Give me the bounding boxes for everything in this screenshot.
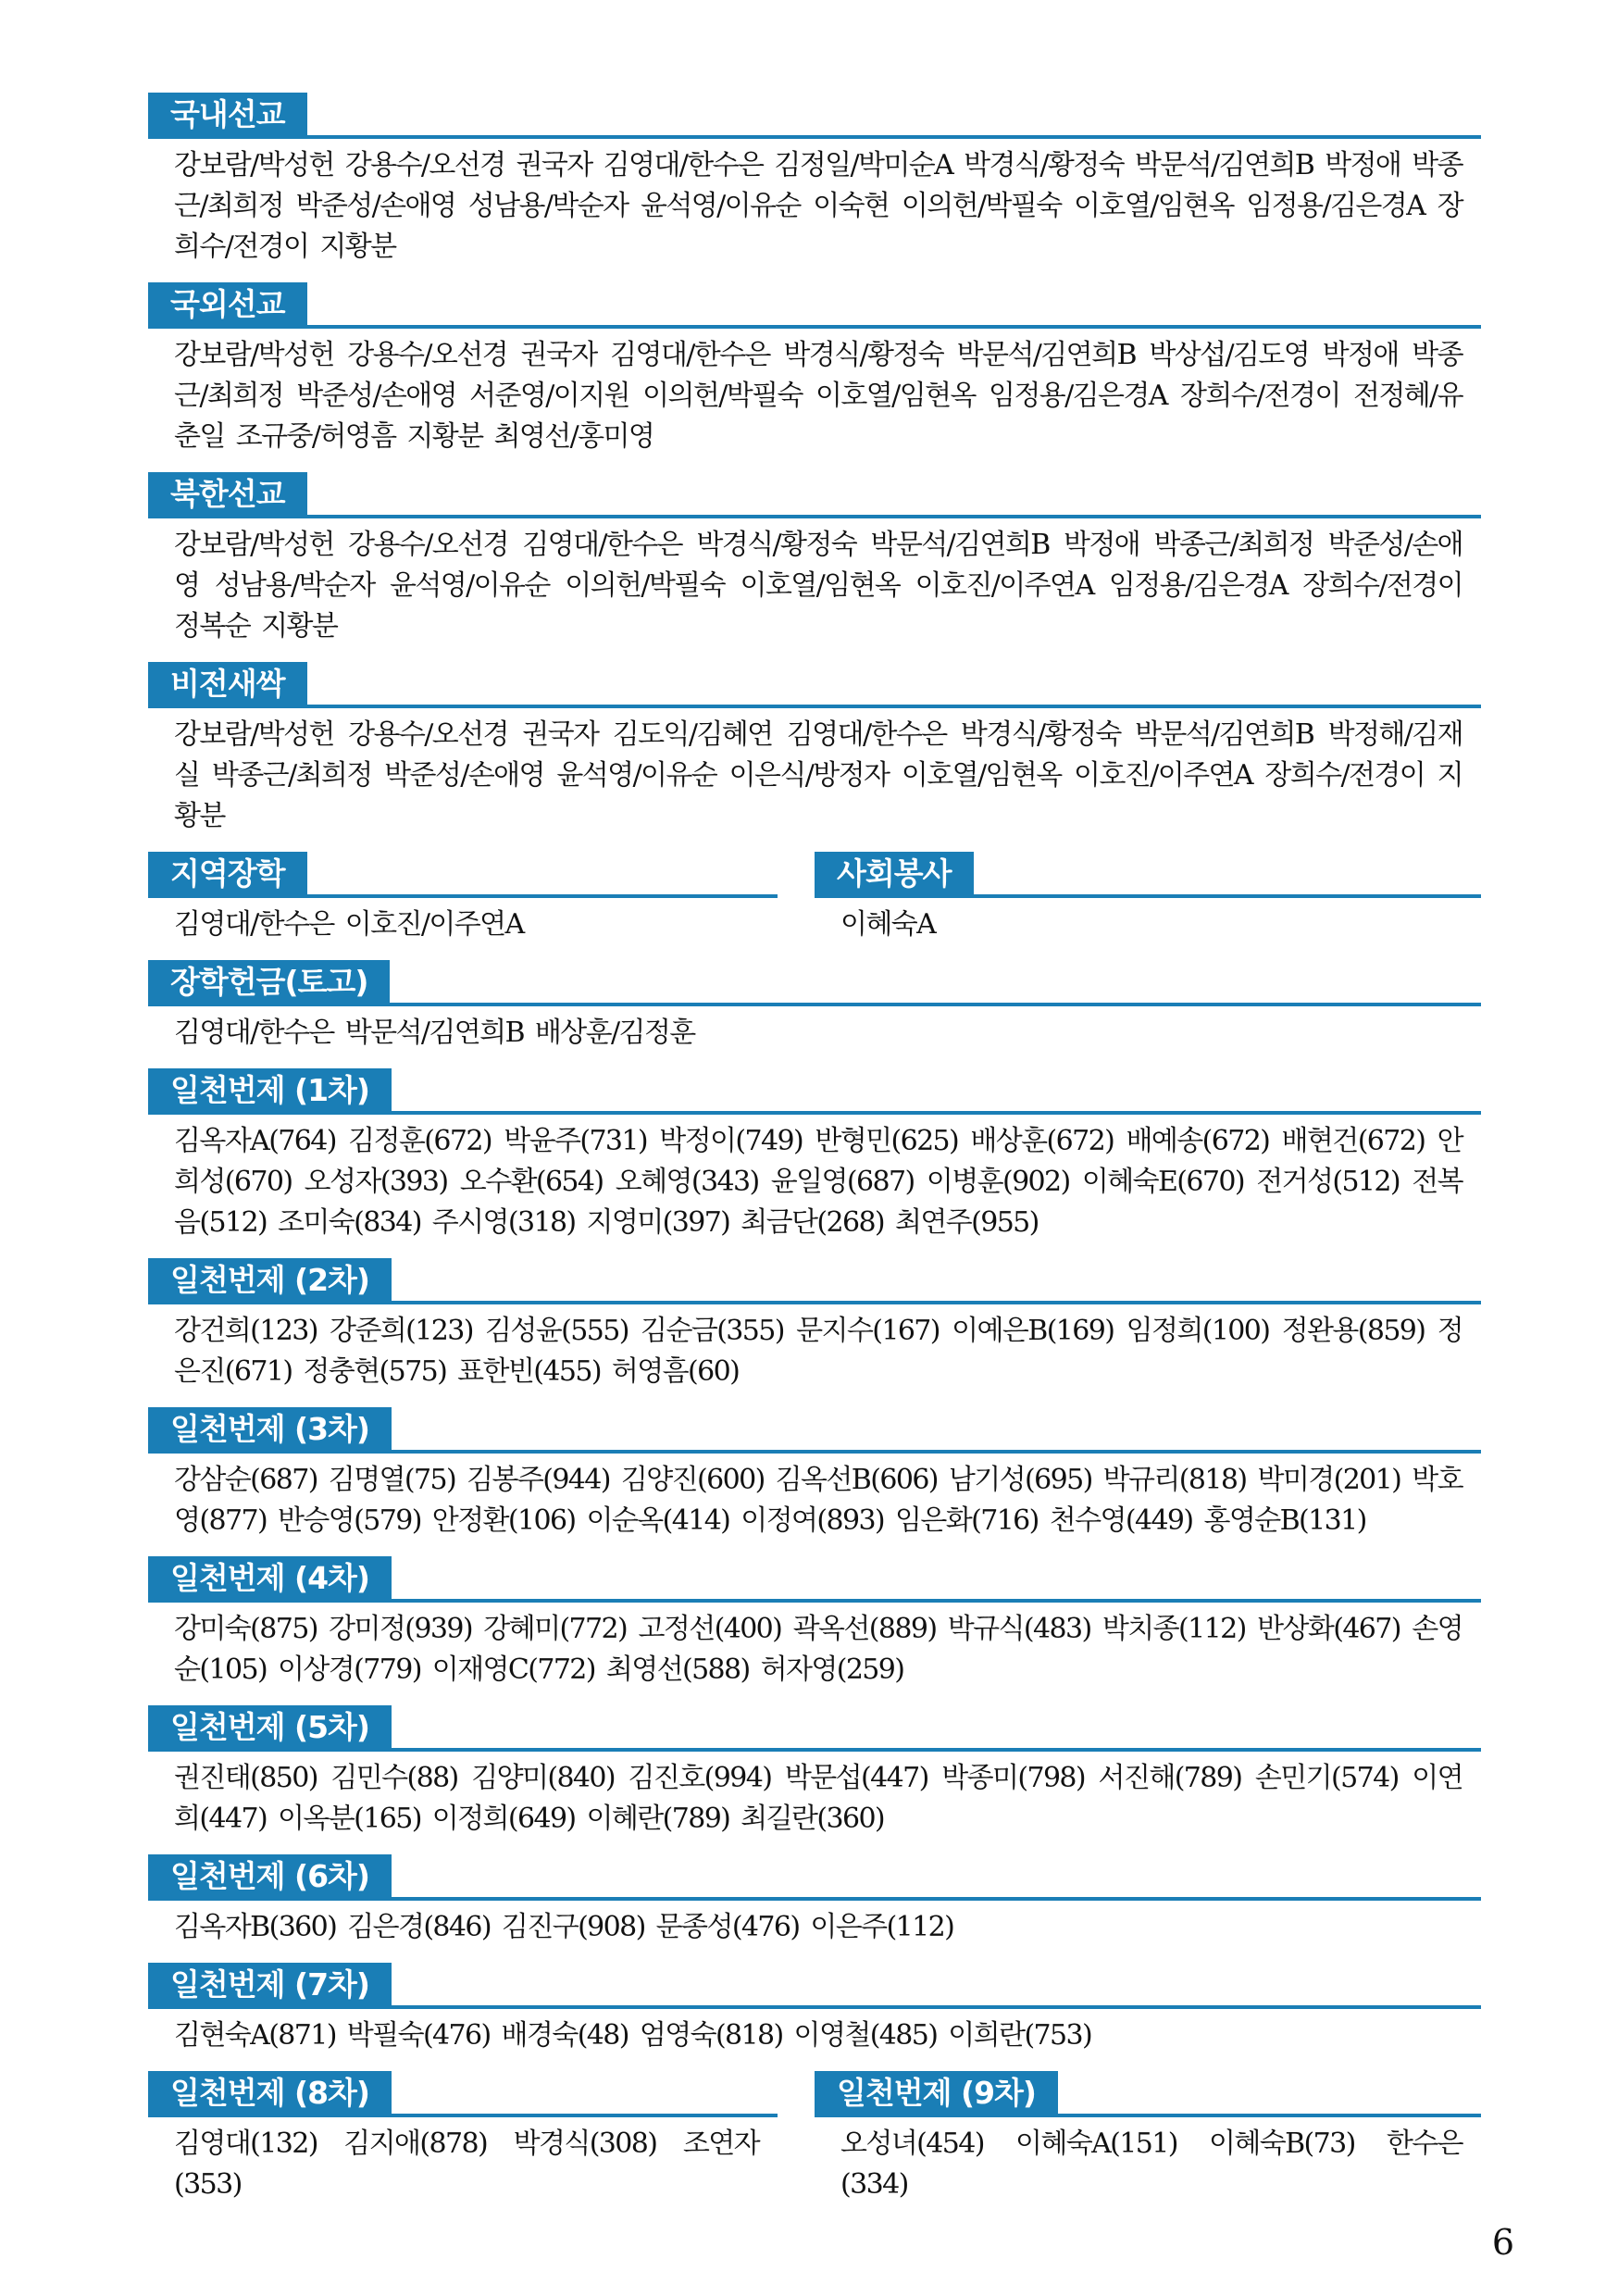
section-rule	[815, 894, 1481, 898]
page-number: 6	[1491, 2222, 1514, 2263]
section-thousand-offering-4	[148, 1556, 1481, 1691]
section-title: 일천번제 (9차)	[815, 2071, 1058, 2115]
section-rule	[148, 1450, 1481, 1454]
section-row	[148, 2071, 1481, 2205]
section-names: 강보람/박성헌 강용수/오선경 권국자 김영대/한수은 김정일/박미순A 박경식/황정숙 박문석/김연희B 박정애 박종근/최희정 박준성/손애영 성남용/박순자 윤석영/이유순 이숙현 이의헌/박필숙 이호열/임현옥 임정용/김은경A 장희수/전경이 지황분	[174, 149, 1462, 263]
section-names: 권진태(850) 김민수(88) 김양미(840) 김진호(994) 박문섭(447) 박종미(798) 서진해(789) 손민기(574) 이연희(447) 이옥분(165) 이정희(649) 이혜란(789) 최길란(360)	[174, 1762, 1462, 1835]
section-rule	[148, 1748, 1481, 1752]
section-thousand-offering-7	[148, 1963, 1481, 2056]
section-rule	[148, 2114, 778, 2117]
section-rule	[148, 1897, 1481, 1901]
section-names: 강보람/박성헌 강용수/오선경 권국자 김영대/한수은 박경식/황정숙 박문석/김연희B 박상섭/김도영 박정애 박종근/최희정 박준성/손애영 서준영/이지원 이의헌/박필숙 이호열/임현옥 임정용/김은경A 장희수/전경이 전정혜/유춘일 조규중/허영흠 지황분 최영선/홍미영	[174, 339, 1462, 453]
section-title: 일천번제 (6차)	[148, 1854, 392, 1899]
section-names: 김옥자B(360) 김은경(846) 김진구(908) 문종성(476) 이은주(112)	[174, 1911, 954, 1943]
section-north-korea-mission	[148, 472, 1481, 647]
section-title: 비전새싹	[148, 662, 307, 706]
section-rule	[148, 1003, 1481, 1006]
section-scholarship-togo	[148, 960, 1481, 1054]
section-rule	[148, 1111, 1481, 1115]
section-overseas-mission	[148, 282, 1481, 457]
section-thousand-offering-6	[148, 1854, 1481, 1948]
offering-list	[148, 93, 1481, 2220]
section-title: 북한선교	[148, 472, 307, 517]
section-title: 국내선교	[148, 93, 307, 137]
section-rule	[148, 2005, 1481, 2009]
section-names: 강보람/박성헌 강용수/오선경 권국자 김도익/김혜연 김영대/한수은 박경식/황정숙 박문석/김연희B 박정해/김재실 박종근/최희정 박준성/손애영 윤석영/이유순 이은식/방정자 이호열/임현옥 이호진/이주연A 장희수/전경이 지황분	[174, 718, 1462, 832]
section-domestic-mission	[148, 93, 1481, 268]
section-title: 일천번제 (7차)	[148, 1963, 392, 2007]
section-names: 김현숙A(871) 박필숙(476) 배경숙(48) 엄영숙(818) 이영철(485) 이희란(753)	[174, 2019, 1092, 2052]
section-names: 김영대/한수은 박문석/김연희B 배상훈/김정훈	[174, 1017, 695, 1049]
section-rule	[148, 1599, 1481, 1603]
section-social-service	[815, 852, 1481, 945]
section-rule	[148, 894, 778, 898]
section-row	[148, 852, 1481, 945]
section-names: 김영대(132) 김지애(878) 박경식(308) 조연자(353)	[174, 2128, 759, 2201]
section-names: 오성녀(454) 이혜숙A(151) 이혜숙B(73) 한수은(334)	[840, 2128, 1462, 2201]
section-names: 이혜숙A	[840, 908, 936, 941]
section-title: 일천번제 (1차)	[148, 1068, 392, 1113]
section-title: 국외선교	[148, 282, 307, 327]
section-names: 강건희(123) 강준희(123) 김성윤(555) 김순금(355) 문지수(167) 이예은B(169) 임정희(100) 정완용(859) 정은진(671) 정충현(575) 표한빈(455) 허영흠(60)	[174, 1315, 1462, 1388]
section-names: 강삼순(687) 김명열(75) 김봉주(944) 김양진(600) 김옥선B(606) 남기성(695) 박규리(818) 박미경(201) 박호영(877) 반승영(579) 안정환(106) 이순옥(414) 이정여(893) 임은화(716) 천수영(449) 홍영순B(131)	[174, 1464, 1462, 1537]
section-rule	[815, 2114, 1481, 2117]
section-title: 일천번제 (2차)	[148, 1258, 392, 1303]
section-title: 장학헌금(토고)	[148, 960, 390, 1004]
section-names: 김영대/한수은 이호진/이주연A	[174, 908, 524, 941]
section-regional-scholarship	[148, 852, 778, 945]
section-thousand-offering-9	[815, 2071, 1481, 2205]
section-rule	[148, 1301, 1481, 1304]
section-names: 강미숙(875) 강미정(939) 강혜미(772) 고정선(400) 곽옥선(889) 박규식(483) 박치종(112) 반상화(467) 손영순(105) 이상경(779) 이재영C(772) 최영선(588) 허자영(259)	[174, 1613, 1462, 1686]
section-thousand-offering-5	[148, 1705, 1481, 1840]
section-title: 일천번제 (4차)	[148, 1556, 392, 1601]
section-title: 일천번제 (8차)	[148, 2071, 392, 2115]
section-names: 김옥자A(764) 김정훈(672) 박윤주(731) 박정이(749) 반형민(625) 배상훈(672) 배예송(672) 배현건(672) 안희성(670) 오성자(393) 오수환(654) 오혜영(343) 윤일영(687) 이병훈(902) 이혜숙E(670) 전거성(512) 전복음(512) 조미숙(834) 주시영(318) 지영미(397) 최금단(268) 최연주(955)	[174, 1125, 1462, 1239]
section-thousand-offering-1	[148, 1068, 1481, 1243]
section-names: 강보람/박성헌 강용수/오선경 김영대/한수은 박경식/황정숙 박문석/김연희B 박정애 박종근/최희정 박준성/손애영 성남용/박순자 윤석영/이유순 이의헌/박필숙 이호열/임현옥 이호진/이주연A 임정용/김은경A 장희수/전경이 정복순 지황분	[174, 529, 1462, 643]
section-rule	[148, 705, 1481, 708]
section-rule	[148, 135, 1481, 139]
section-title: 일천번제 (3차)	[148, 1407, 392, 1452]
section-rule	[148, 325, 1481, 329]
section-title: 일천번제 (5차)	[148, 1705, 392, 1750]
section-title: 지역장학	[148, 852, 307, 896]
section-title: 사회봉사	[815, 852, 974, 896]
section-thousand-offering-8	[148, 2071, 778, 2205]
section-thousand-offering-2	[148, 1258, 1481, 1392]
section-rule	[148, 515, 1481, 518]
section-thousand-offering-3	[148, 1407, 1481, 1541]
section-vision-sprout	[148, 662, 1481, 837]
